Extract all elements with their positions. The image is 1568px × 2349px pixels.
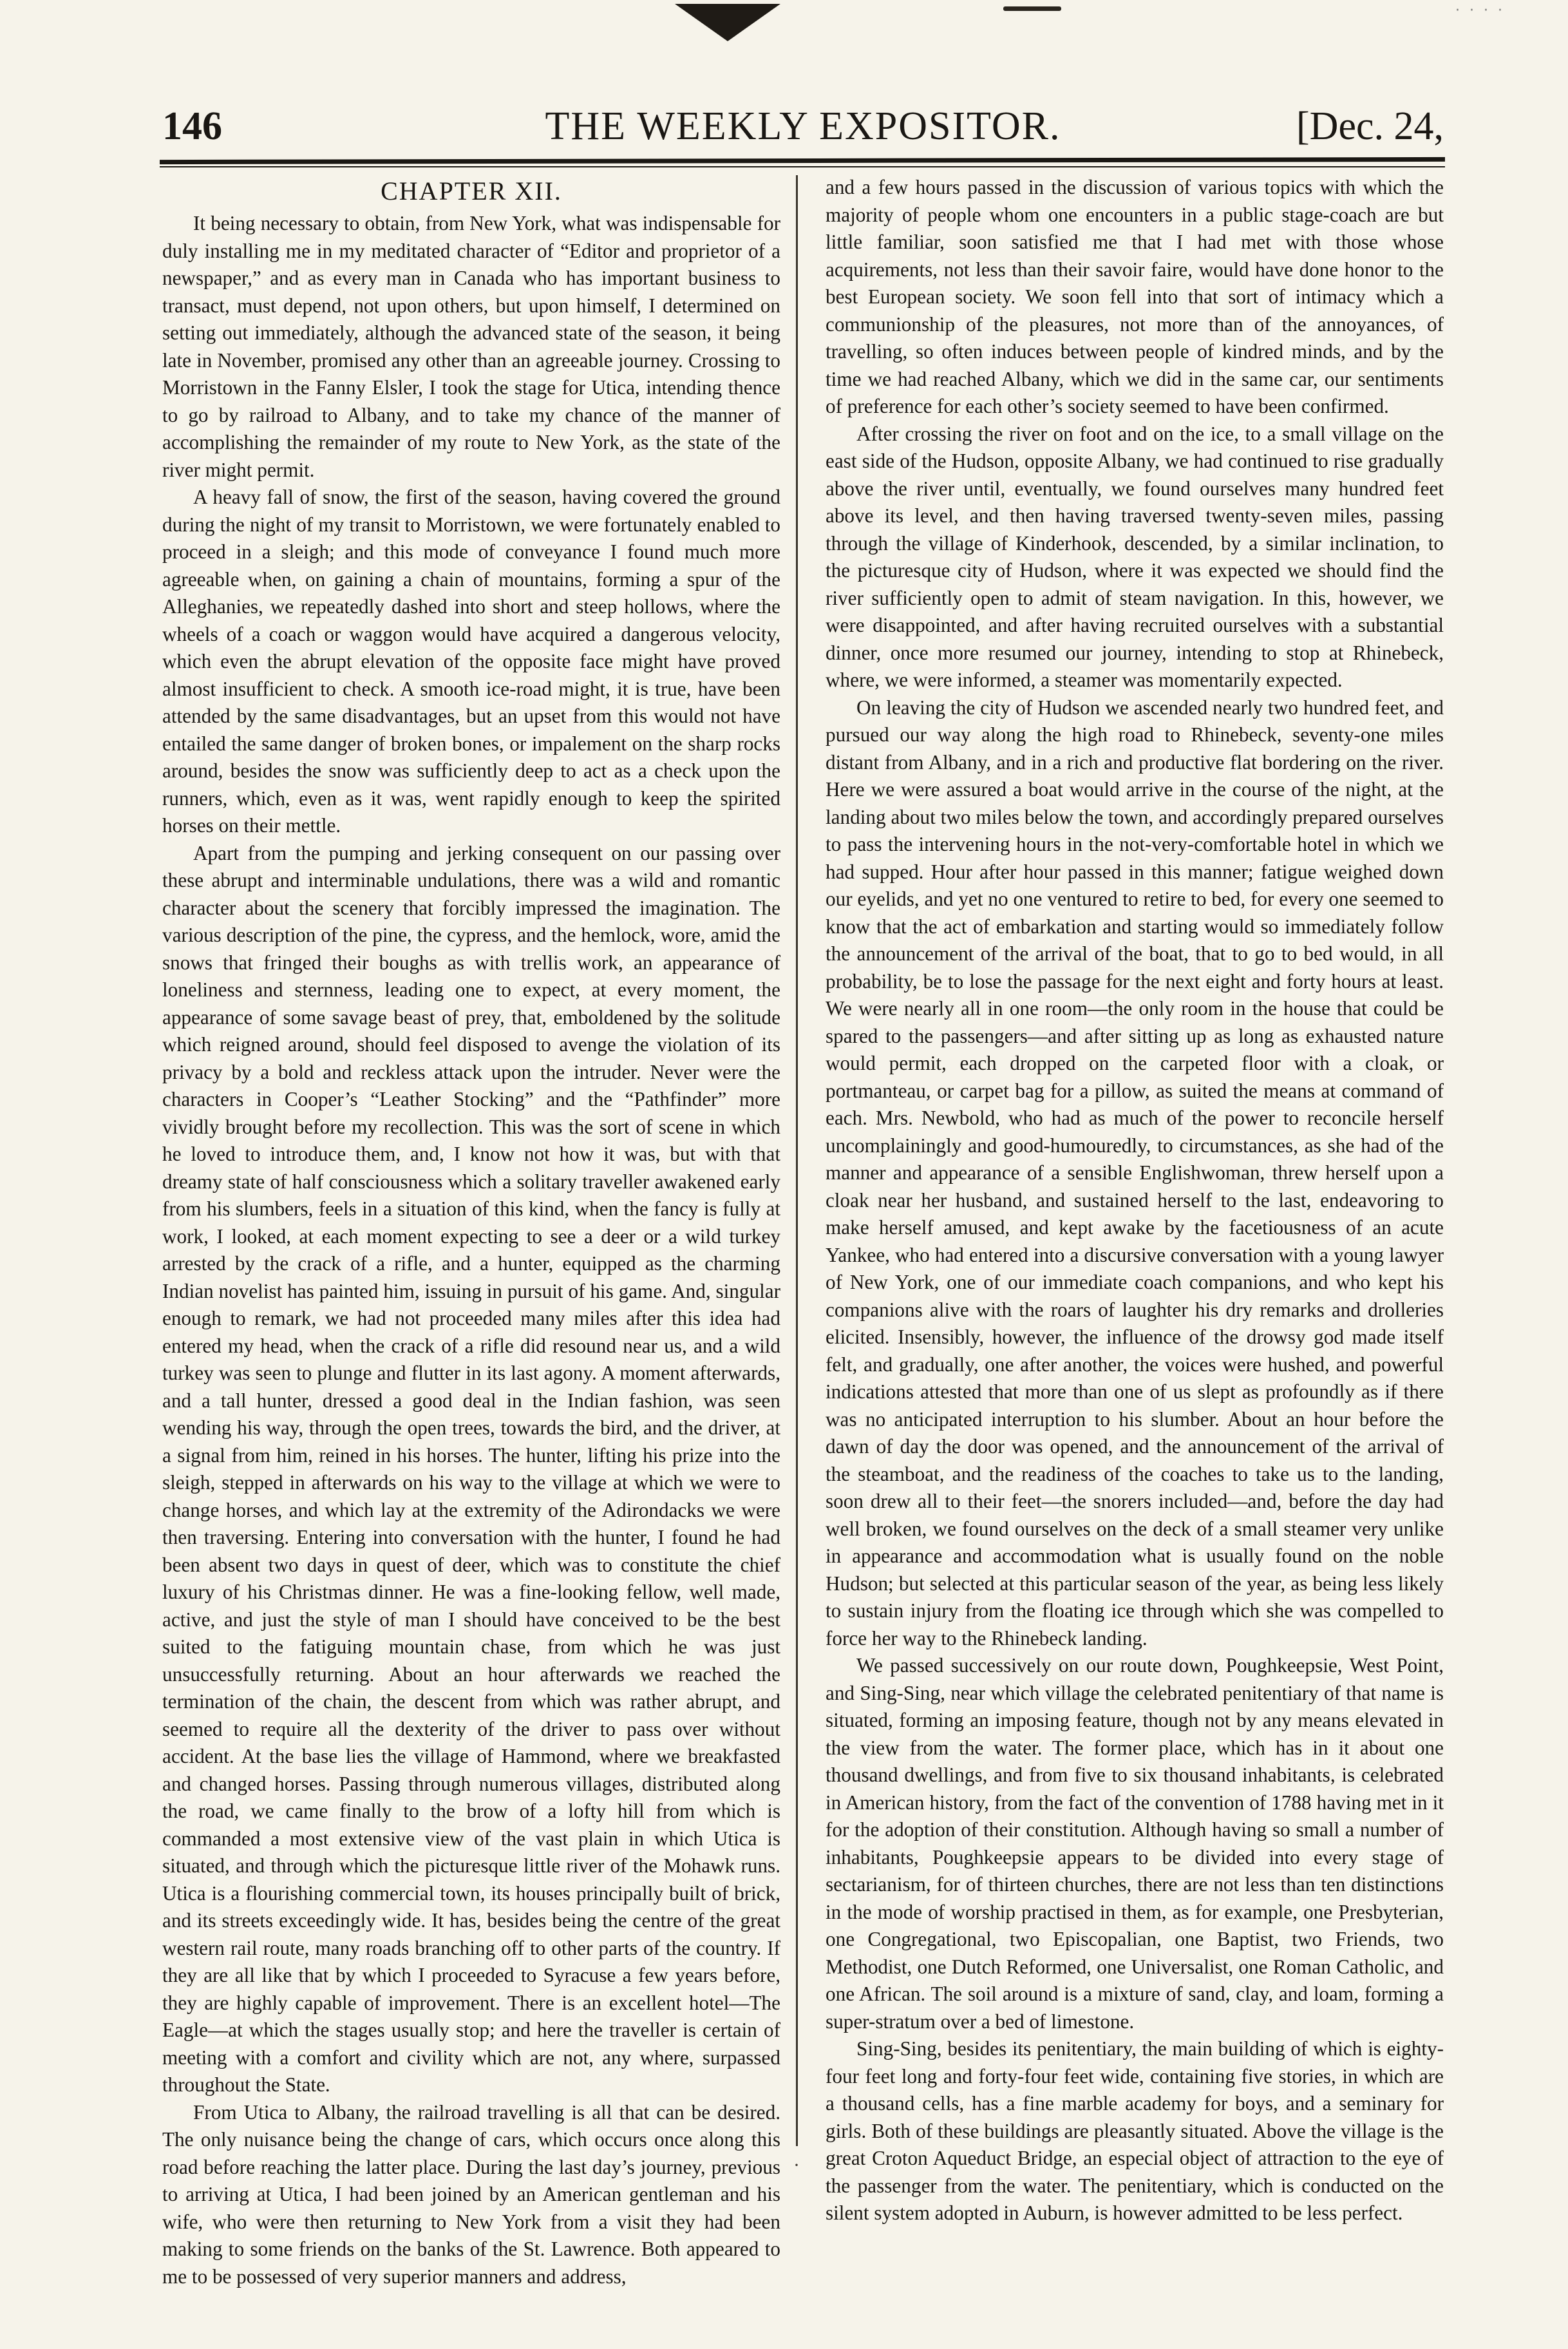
column-divider — [796, 175, 798, 2146]
chapter-title: CHAPTER XII. — [381, 176, 562, 205]
header-rule — [160, 157, 1445, 164]
edge-specks: · · · · — [1455, 3, 1505, 19]
page-number: 146 — [162, 104, 222, 148]
left-column — [162, 174, 780, 2288]
masthead: THE WEEKLY EXPOSITOR. — [545, 104, 1061, 148]
paragraph: A heavy fall of snow, the first of the season, having covered the ground during the night of my transit to Morristown, we were fortunately enabled to proceed in a sleigh; and this mode of conveyance I found much more agreeable when, on gaining a chain of mountains, forming a spur of the Alleghanies, we repeatedly dashed into short and steep hollows, where the wheels of a coach or waggon would have acquired a dangerous velocity, which even the abrupt elevation of the opposite face might have proved almost insufficient to check. A smooth ice-road might, it is true, have been attended by the same disadvantages, but an upset from this would not have entailed the same danger of broken bones, or impalement on the sharp rocks around, besides the snow was sufficiently deep to act as a check upon the runners, which, even as it was, went rapidly enough to keep the spirited horses on their mettle. — [162, 486, 780, 837]
top-ink-bar — [1003, 6, 1061, 11]
right-column — [826, 174, 1444, 2224]
bottom-ink-mark: · — [793, 2154, 800, 2176]
header-rule-thin — [160, 166, 1445, 167]
page-header — [162, 95, 1444, 157]
paragraph: Apart from the pumping and jerking consequent on our passing over these abrupt and interminable undulations, there was a wild and romantic character about the scenery that forcibly impressed the imagination. The various description of the pine, the cypress, and the hemlock, wore, amid the snows that fringed their boughs as with trellis work, an appearance of loneliness and sternness, leading one to expect, at every moment, the appearance of some savage beast of prey, that, emboldened by the solitude which reigned around, should feel disposed to avenge the violation of its privacy by a bold and reckless attack upon the intruder. Never were the characters in Cooper’s “Leather Stocking” and the “Pathfinder” more vividly brought before my recollection. This was the sort of scene in which he loved to introduce them, and, I know not how it was, but with that dreamy state of half consciousness which a solitary traveller awakened early from his slumbers, feels in a situation of this kind, when the fancy is fully at work, I looked, at each moment expecting to see a deer or a wild turkey arrested by the crack of a rifle, and a hunter, equipped as the charming Indian novelist has painted him, issuing in pursuit of his game. And, singular enough to remark, we had not proceeded many miles after this idea had entered my head, when the crack of a rifle did resound near us, and a wild turkey was seen to plunge and flutter in its last agony. A moment afterwards, and a tall hunter, dressed a good deal in the Indian fashion, was seen wending his way, through the open trees, towards the bird, and the driver, at a signal from him, reined in his horses. The hunter, lifting his prize into the sleigh, stepped in afterwards on his way to the village at which we were to change horses, and which lay at the extremity of the Adirondacks we were then traversing. Entering into conversation with the hunter, I found he had been absent two days in quest of deer, which was to constitute the chief luxury of his Christmas dinner. He was a fine-looking fellow, well made, active, and just the style of man I should have conceived to be the best suited to the fatiguing mountain chase, from which he was just unsuccessfully returning. About an hour afterwards we reached the termination of the chain, the descent from which was rather abrupt, and seemed to require all the dexterity of the driver to pass over without accident. At the base lies the village of Hammond, where we breakfasted and changed horses. Passing through numerous villages, distributed along the road, we came finally to the brow of a lofty hill from which is commanded a most extensive view of the vast plain in which Utica is situated, and through which the picturesque little river of the Mohawk runs. Utica is a flourishing commercial town, its houses principally built of brick, and its streets exceedingly wide. It has, besides being the centre of the great western rail route, many roads branching off to other parts of the country. If they are all like that by which I proceeded to Syracuse a few years before, they are highly capable of improvement. There is an excellent hotel—The Eagle—at which the stages usually stop; and here the traveller is certain of meeting with a comfort and civility which are not, any where, surpassed throughout the State. — [162, 841, 780, 2096]
paragraph: After crossing the river on foot and on the ice, to a small village on the east side of the Hudson, opposite Albany, we had continued to rise gradually above the river until, eventually, we found ourselves many hundred feet above its level, and then having traversed twenty-seven miles, passing through the village of Kinderhook, descended, by a similar inclination, to the picturesque city of Hudson, where it was expected we should find the river sufficiently open to admit of steam navigation. In this, however, we were disappointed, and after having recruited ourselves with a substantial dinner, once more resumed our journey, intending to stop at Rhinebeck, where, we were informed, a steamer was momentarily expected. — [826, 422, 1444, 691]
top-printer-mark — [675, 4, 780, 41]
paragraph: and a few hours passed in the discussion of various topics with which the majority of people whom one encounters in a public stage-coach are but little familiar, soon satisfied me that I had met with those whose acquirements, not less than their savoir faire, would have done honor to the best European society. We soon fell into that sort of intimacy which a communionship of the pleasures, not more than of the annoyances, of travelling, so often induces between people of kindred minds, and by the time we had reached Albany, which we did in the same car, our sentiments of preference for each other’s society seemed to have been confirmed. — [826, 176, 1444, 417]
paragraph: On leaving the city of Hudson we ascended nearly two hundred feet, and pursued our way along the high road to Rhinebeck, seventy-one miles distant from Albany, and in a rich and productive flat bordering on the river. Here we were assured a boat would arrive in the course of the night, at the landing about two miles below the town, and accordingly prepared ourselves to pass the intervening hours in the not-very-comfortable hotel in which we had supped. Hour after hour passed in this manner; fatigue weighed down our eyelids, and yet no one ventured to retire to bed, for every one seemed to know that the act of embarkation and starting would so immediately follow the announcement of the arrival of the boat, that to go to bed would, in all probability, be to lose the passage for the next eight and forty hours at least. We were nearly all in one room—the only room in the house that could be spared to the passengers—and after sitting up as long as exhausted nature would permit, each dropped on the carpeted floor with a cloak, or portmanteau, or carpet bag for a pillow, as suited the means at command of each. Mrs. Newbold, who had as much of the power to reconcile herself uncomplainingly and good-humouredly, to circumstances, as she had of the manner and appearance of a sensible Englishwoman, threw herself upon a cloak near her husband, and sustained herself to the last, endeavoring to make herself amused, and kept awake by the facetiousness of an acute Yankee, who had entered into a discursive conversation with a young lawyer of New York, one of our immediate coach companions, and who kept his companions alive with the roars of laughter his dry remarks and drolleries elicited. Insensibly, however, the influence of the drowsy god made itself felt, and gradually, one after another, the voices were hushed, and powerful indications attested that more than one of us slept as profoundly as if there was no anticipated interruption to his slumber. About an hour before the dawn of day the door was opened, and the announcement of the arrival of the steamboat, and the readiness of the coaches to take us to the landing, soon drew all to their feet—the snorers included—and, before the day had well broken, we found ourselves on the deck of a small steamer very unlike in appearance and accommodation what is usually found on the noble Hudson; but selected at this particular season of the year, as being less likely to sustain injury from the floating ice through which she was compelled to force her way to the Rhinebeck landing. — [826, 696, 1444, 1650]
paragraph: From Utica to Albany, the railroad travelling is all that can be desired. The only nuisance being the change of cars, which occurs once along this road before reaching the latter place. During the last day’s journey, previous to arriving at Utica, I had been joined by an American gentleman and his wife, who were then returning to New York from a visit they had been making to some friends on the banks of the St. Lawrence. Both appeared to me to be possessed of very superior manners and address, — [162, 2100, 780, 2288]
paragraph: We passed successively on our route down, Poughkeepsie, West Point, and Sing-Sing, near which village the celebrated penitentiary of that name is situated, forming an imposing feature, though not by any means elevated in the view from the water. The former place, which has in it about one thousand dwellings, and from five to six thousand inhabitants, is celebrated in American history, from the fact of the convention of 1788 having met in it for the adoption of their constitution. Although having so small a number of inhabitants, Poughkeepsie appears to be divided into every stage of sectarianism, for of thirteen churches, there are not less than ten distinctions in the mode of worship practised in them, as for example, one Presbyterian, one Congregational, two Episcopalian, one Baptist, two Friends, two Methodist, one Dutch Reformed, one Universalist, one Roman Catholic, and one African. The soil around is a mixture of sand, clay, and loam, forming a super-stratum over a bed of limestone. — [826, 1654, 1444, 2033]
paragraph: Sing-Sing, besides its penitentiary, the main building of which is eighty-four feet long and forty-four feet wide, containing five stories, in which are a thousand cells, has a fine marble academy for boys, and a seminary for girls. Both of these buildings are pleasantly situated. Above the village is the great Croton Aqueduct Bridge, an especial object of attraction to the eye of the passenger from the water. The penitentiary, which is conducted on the silent system adopted in Auburn, is however admitted to be less perfect. — [826, 2037, 1444, 2224]
paragraph: It being necessary to obtain, from New York, what was indispensable for duly installing me in my meditated character of “Editor and proprietor of a newspaper,” and as every man in Canada who has important business to transact, must depend, not upon others, but upon himself, I determined on setting out immediately, although the advanced state of the season, it being late in November, promised any other than an agreeable journey. Crossing to Morristown in the Fanny Elsler, I took the stage for Utica, intending thence to go by railroad to Albany, and to take my chance of the manner of accomplishing the remainder of my route to New York, as the state of the river might permit. — [162, 212, 780, 481]
issue-date: [Dec. 24, — [1296, 104, 1444, 148]
